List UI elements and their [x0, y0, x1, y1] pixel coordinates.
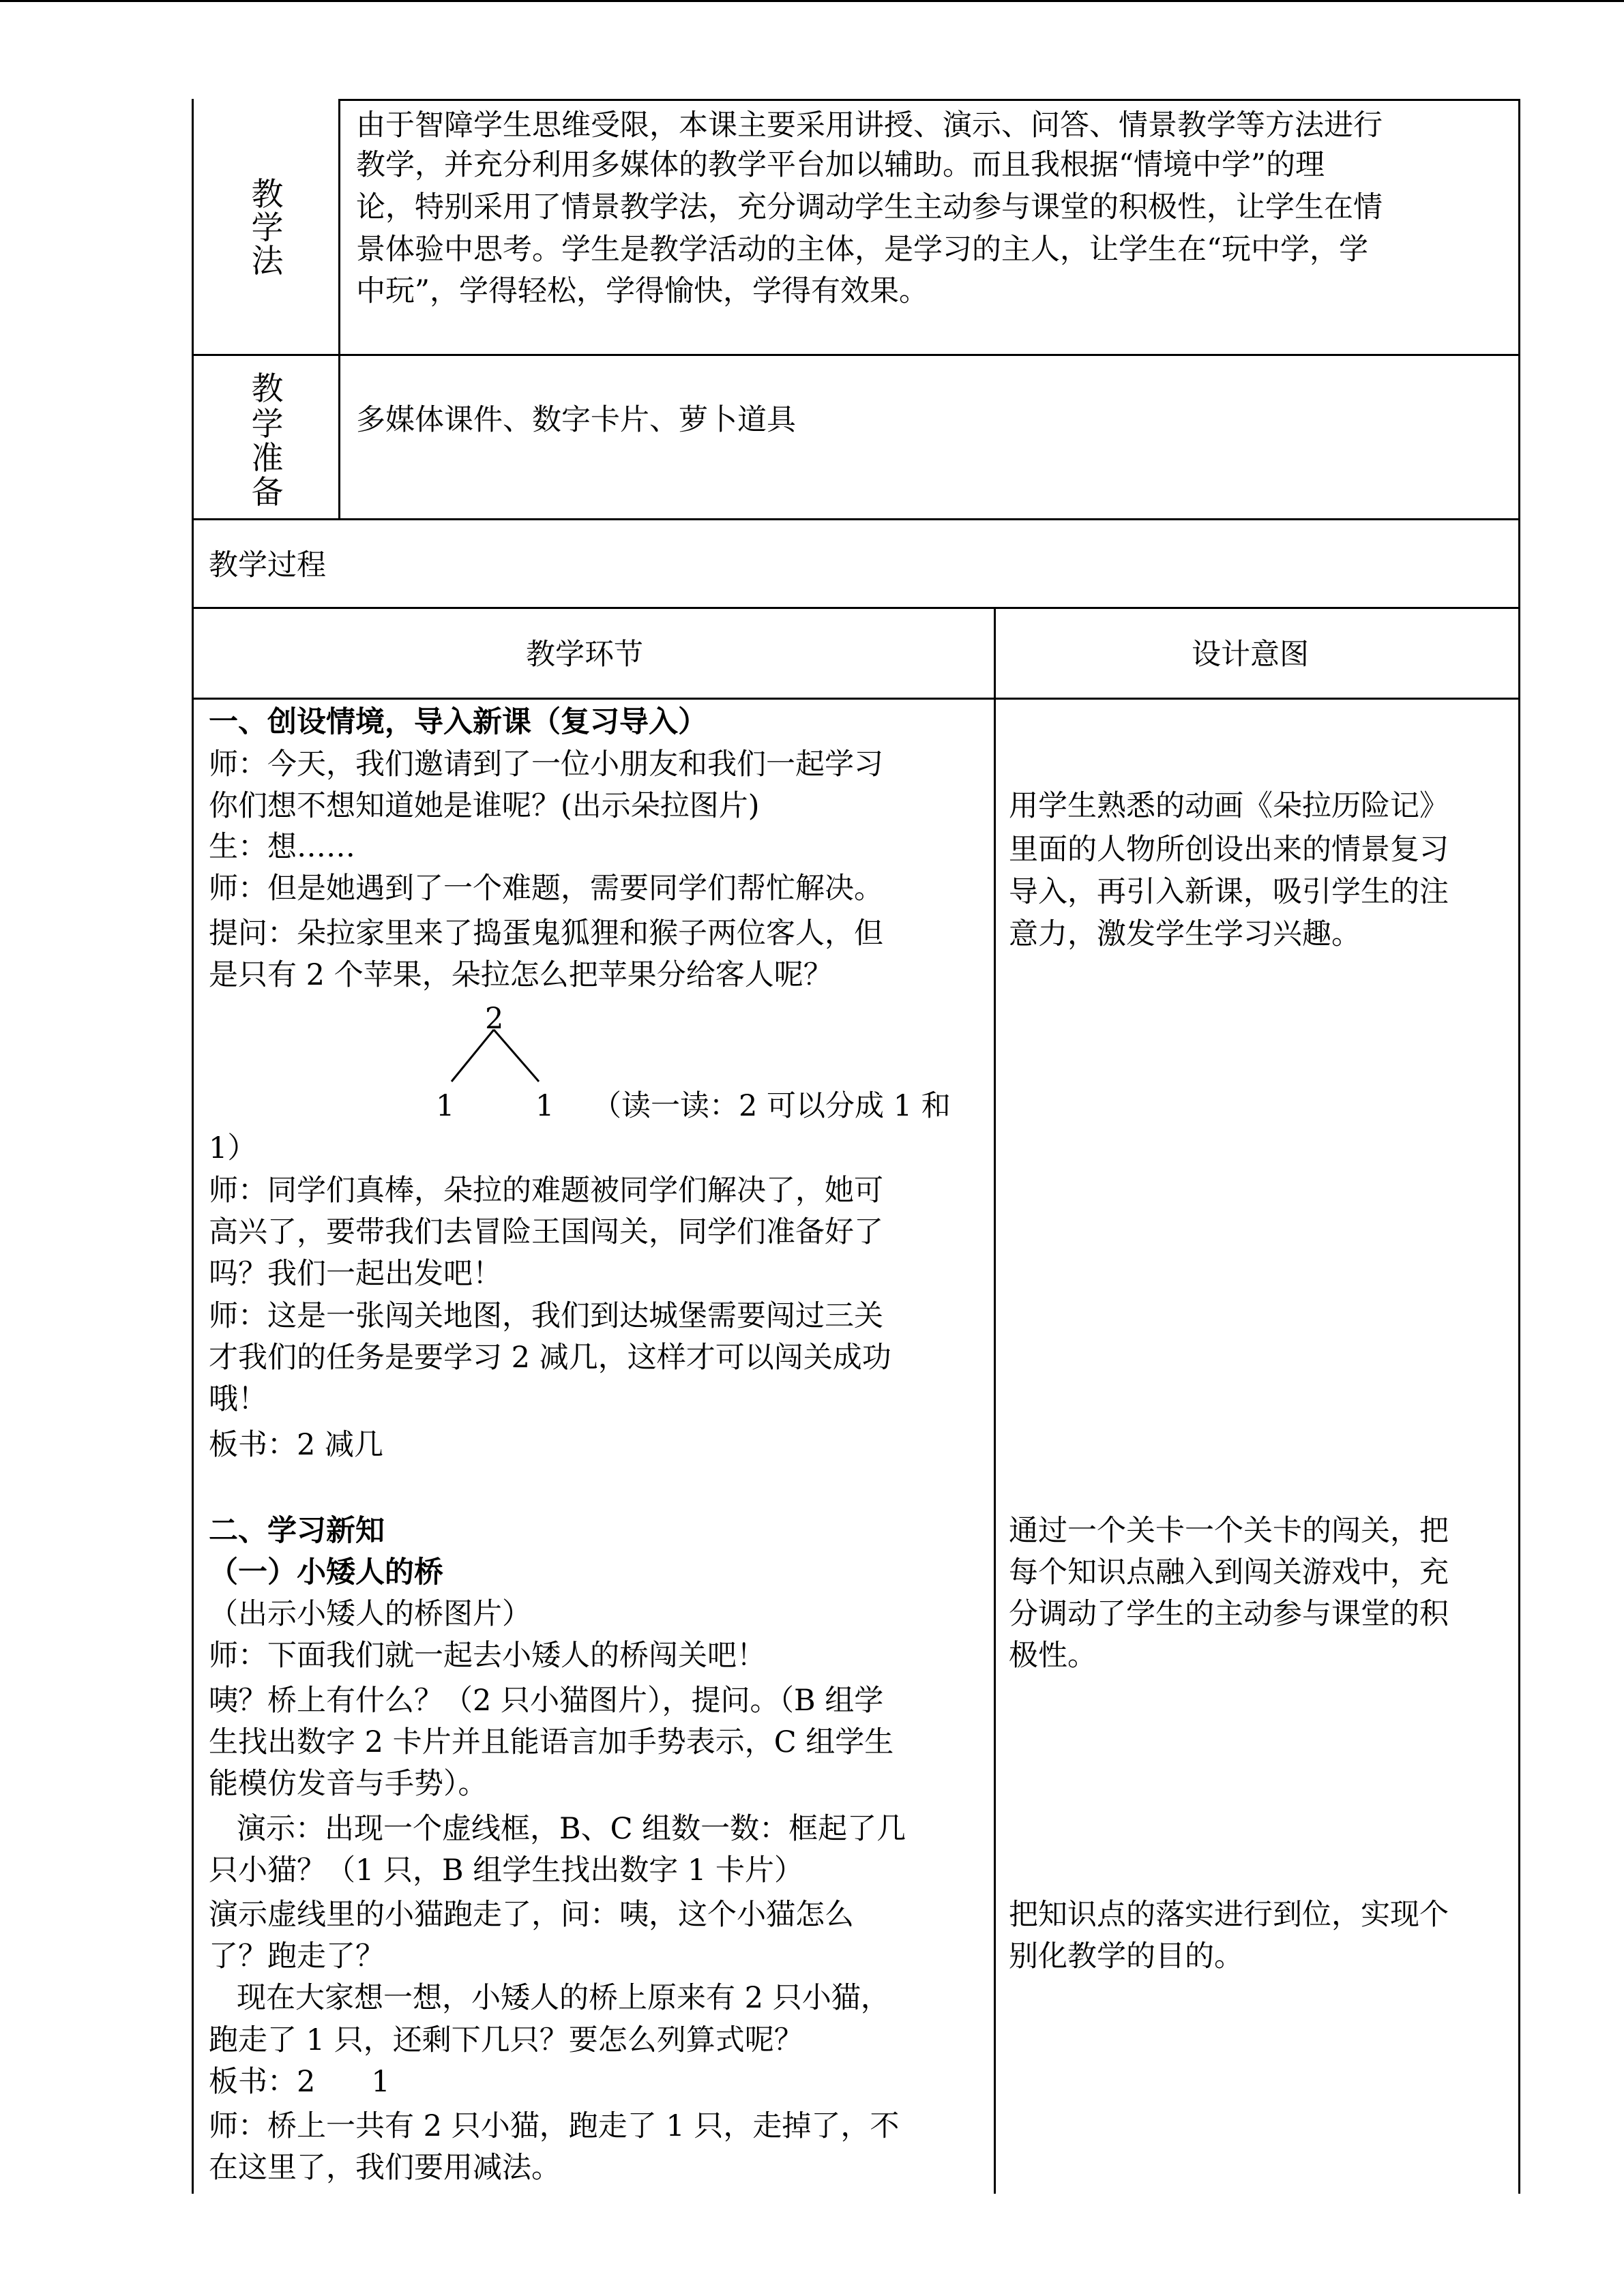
prep-label-char: 准 [251, 440, 284, 477]
intent-line: 通过一个关卡一个关卡的闯关，把 [1009, 1514, 1449, 1548]
lesson-line: 师：同学们真棒，朵拉的难题被同学们解决了，她可 [209, 1174, 883, 1208]
intent-line: 里面的人物所创设出来的情景复习 [1009, 833, 1449, 867]
method-line: 景体验中思考。学生是教学活动的主体，是学习的主人，让学生在“玩中学，学 [356, 233, 1368, 267]
column-header-left: 教学环节 [526, 638, 643, 672]
intent-line: 导入，再引入新课，吸引学生的注 [1009, 875, 1449, 909]
method-top-border [338, 99, 1520, 101]
row-divider-header [192, 698, 1520, 700]
lesson-line: 你们想不想知道她是谁呢？(出示朵拉图片) [209, 789, 760, 823]
process-title: 教学过程 [209, 548, 326, 582]
row-divider-prep [192, 518, 1520, 520]
lesson-line: 师：桥上一共有 2 只小猫，跑走了 1 只，走掉了，不 [209, 2109, 900, 2143]
intent-line: 分调动了学生的主动参与课堂的积 [1009, 1597, 1449, 1631]
page-top-border [0, 0, 1624, 2]
table-right-border [1518, 99, 1520, 2194]
row-divider-method [192, 354, 1520, 356]
method-line: 中玩”，学得轻松，学得愉快，学得有效果。 [356, 274, 928, 308]
method-line: 论，特别采用了情景教学法，充分调动学生主动参与课堂的积极性，让学生在情 [356, 190, 1383, 224]
intent-line: 意力，激发学生学习兴趣。 [1009, 917, 1361, 951]
lesson-line: 能模仿发音与手势）。 [209, 1767, 488, 1801]
lesson-line: 板书：2 1 [209, 2065, 390, 2099]
lesson-line: 高兴了，要带我们去冒险王国闯关，同学们准备好了 [209, 1215, 883, 1249]
diagram-left-number: 1 [436, 1089, 455, 1123]
diagram-note-cont: 1） [209, 1131, 257, 1165]
lesson-line: 咦？桥上有什么？（2 只小猫图片），提问。（B 组学 [209, 1684, 884, 1718]
lesson-line: 板书：2 减几 [209, 1428, 384, 1462]
row-divider-process [192, 607, 1520, 609]
lesson-line: 演示：出现一个虚线框，B、C 组数一数：框起了几 [209, 1812, 906, 1846]
lesson-line: 演示虚线里的小猫跑走了，问：咦，这个小猫怎么 [209, 1898, 854, 1932]
section-2-heading: 二、学习新知 [209, 1514, 385, 1548]
lesson-line: 才我们的任务是要学习 2 减几，这样才可以闯关成功 [209, 1341, 891, 1375]
prep-label-char: 备 [251, 474, 284, 511]
method-label-char: 教 [251, 176, 284, 213]
method-label-char: 学 [251, 209, 284, 247]
lesson-line: 师：今天，我们邀请到了一位小朋友和我们一起学习 [209, 747, 883, 781]
intent-line: 把知识点的落实进行到位，实现个 [1009, 1898, 1449, 1932]
lesson-line: 提问：朵拉家里来了捣蛋鬼狐狸和猴子两位客人，但 [209, 916, 883, 951]
lesson-line: 在这里了，我们要用减法。 [209, 2151, 561, 2185]
lesson-line: 跑走了 1 只，还剩下几只？要怎么列算式呢？ [209, 2023, 803, 2057]
intent-line: 极性。 [1009, 1639, 1097, 1673]
lesson-line: 是只有 2 个苹果，朵拉怎么把苹果分给客人呢？ [209, 958, 833, 992]
lesson-line: 吗？我们一起出发吧！ [209, 1257, 502, 1291]
intent-line: 用学生熟悉的动画《朵拉历险记》 [1009, 789, 1449, 823]
lesson-line: （出示小矮人的桥图片） [209, 1597, 531, 1631]
process-column-divider [994, 609, 996, 2194]
diagram-note: （读一读：2 可以分成 1 和 [592, 1089, 951, 1123]
table-left-border [192, 99, 194, 2194]
method-line: 由于智障学生思维受限，本课主要采用讲授、演示、问答、情景教学等方法进行 [356, 108, 1383, 143]
lesson-line: 师：下面我们就一起去小矮人的桥闯关吧！ [209, 1639, 766, 1673]
section-2-subheading: （一）小矮人的桥 [209, 1555, 443, 1590]
lesson-line: 了？跑走了？ [209, 1939, 385, 1973]
lesson-line: 师：但是她遇到了一个难题，需要同学们帮忙解决。 [209, 871, 883, 906]
diagram-lines [443, 1028, 546, 1083]
prep-label-char: 学 [251, 406, 284, 443]
prep-label-char: 教 [251, 370, 284, 408]
prep-text: 多媒体课件、数字卡片、萝卜道具 [356, 403, 796, 437]
lesson-line: 只小猫？（1 只，B 组学生找出数字 1 卡片） [209, 1853, 803, 1888]
lesson-line: 哦！ [209, 1382, 267, 1416]
lesson-line: 生找出数字 2 卡片并且能语言加手势表示，C 组学生 [209, 1725, 894, 1759]
intent-line: 别化教学的目的。 [1009, 1939, 1243, 1973]
lesson-line: 现在大家想一想，小矮人的桥上原来有 2 只小猫， [209, 1981, 890, 2015]
diagram-right-number: 1 [535, 1089, 555, 1123]
column-header-right: 设计意图 [1192, 638, 1309, 672]
method-label-char: 法 [251, 243, 284, 280]
label-column-divider [338, 99, 340, 520]
lesson-line: 师：这是一张闯关地图，我们到达城堡需要闯过三关 [209, 1299, 883, 1333]
lesson-line: 生：想…… [209, 830, 355, 864]
method-line: 教学，并充分利用多媒体的教学平台加以辅助。而且我根据“情境中学”的理 [356, 148, 1325, 182]
intent-line: 每个知识点融入到闯关游戏中，充 [1009, 1555, 1449, 1590]
diagram-top-number: 2 [485, 1002, 504, 1036]
section-1-heading: 一、创设情境，导入新课（复习导入） [209, 705, 707, 739]
